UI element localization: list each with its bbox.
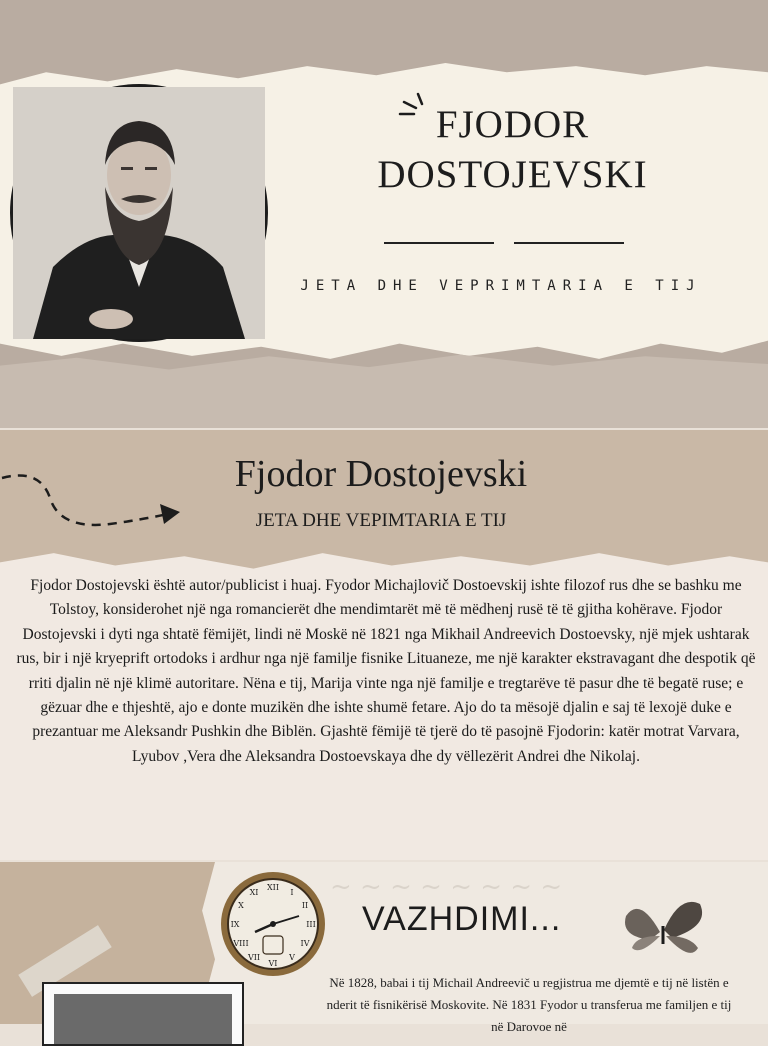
wall-clock-icon [219,870,327,978]
continuation-text: Në 1828, babai i tij Michail Andreevič u regjistrua me djemtë e tij në listën e nderit të fisnikërisë Moskovite. Në 1831 Fyodor u transferua me familjen e tij në Darovoe në [326,975,732,1034]
svg-text:II: II [301,901,309,910]
svg-text:XII: XII [266,883,280,892]
dashed-arrow-icon [0,468,190,538]
svg-text:XI: XI [249,888,259,897]
moth-icon [620,896,706,964]
title-slide [0,0,768,428]
svg-text:VI: VI [268,959,278,968]
divider-line [384,242,494,244]
section-subtitle: JETA DHE VEPIMTARIA E TIJ [255,510,507,531]
svg-text:X: X [238,901,244,910]
svg-text:VIII: VIII [233,939,249,948]
continuation-slide [0,862,768,1034]
svg-text:IV: IV [300,939,310,948]
vintage-photo [42,982,244,1046]
svg-text:III: III [306,920,316,929]
svg-text:V: V [289,953,295,962]
svg-text:VII: VII [247,953,261,962]
svg-text:IX: IX [230,920,240,929]
biography-text: Fjodor Dostojevski është autor/publicist i huaj. Fyodor Michajlovič Dostoevskij ishte filozof rus dhe se bashku me Tolstoy, konsiderohet një nga romancierët dhe mendimtarët më të mëdhenj rusë të të gjitha kohërave. Fjodor Dostojevski i dyti nga shtatë fëmijët, lindi në Moskë në 1821 nga Mikhail Andreevich Dostoevsky, një mjek ushtarak rus, bir i një kryeprift ortodoks i ardhur nga një familje fisnike Lituaneze, me një karakter ekstravagant dhe despotik që rriti djalin në një klimë autoritare. Nëna e tij, Marija vinte nga një familje e tregtarëve të pasur dhe të begatë ruse; e gëzuar dhe e thjeshtë, ajo e donte muzikën dhe ishte shumë fetare. Ajo do ta mësojë djalin e saj të lexojë duke e prezantuar me Aleksandr Pushkin dhe Biblën. Gjashtë fëmijë të tjerë do të pasojnë Fjodorin: katër motrat Varvara, Lyubov ,Vera dhe Aleksandra Dostoevskaya dhe dy vëllezërit Andrei dhe Nikolaj. [16,577,756,765]
svg-text:I: I [290,888,294,897]
divider-line [514,242,624,244]
background-script: ~ ~ ~ ~ ~ ~ ~ ~ [330,872,563,902]
biography-slide [0,430,768,860]
torn-paper-edge [0,350,768,428]
main-subtitle: JETA DHE VEPRIMTARIA E TIJ [300,278,702,294]
section-title: Fjodor Dostojevski [234,453,528,495]
portrait-photo [10,84,268,342]
main-title: FJODOR DOSTOJEVSKI [377,103,648,196]
continuation-title: VAZHDIMI... [362,900,562,938]
